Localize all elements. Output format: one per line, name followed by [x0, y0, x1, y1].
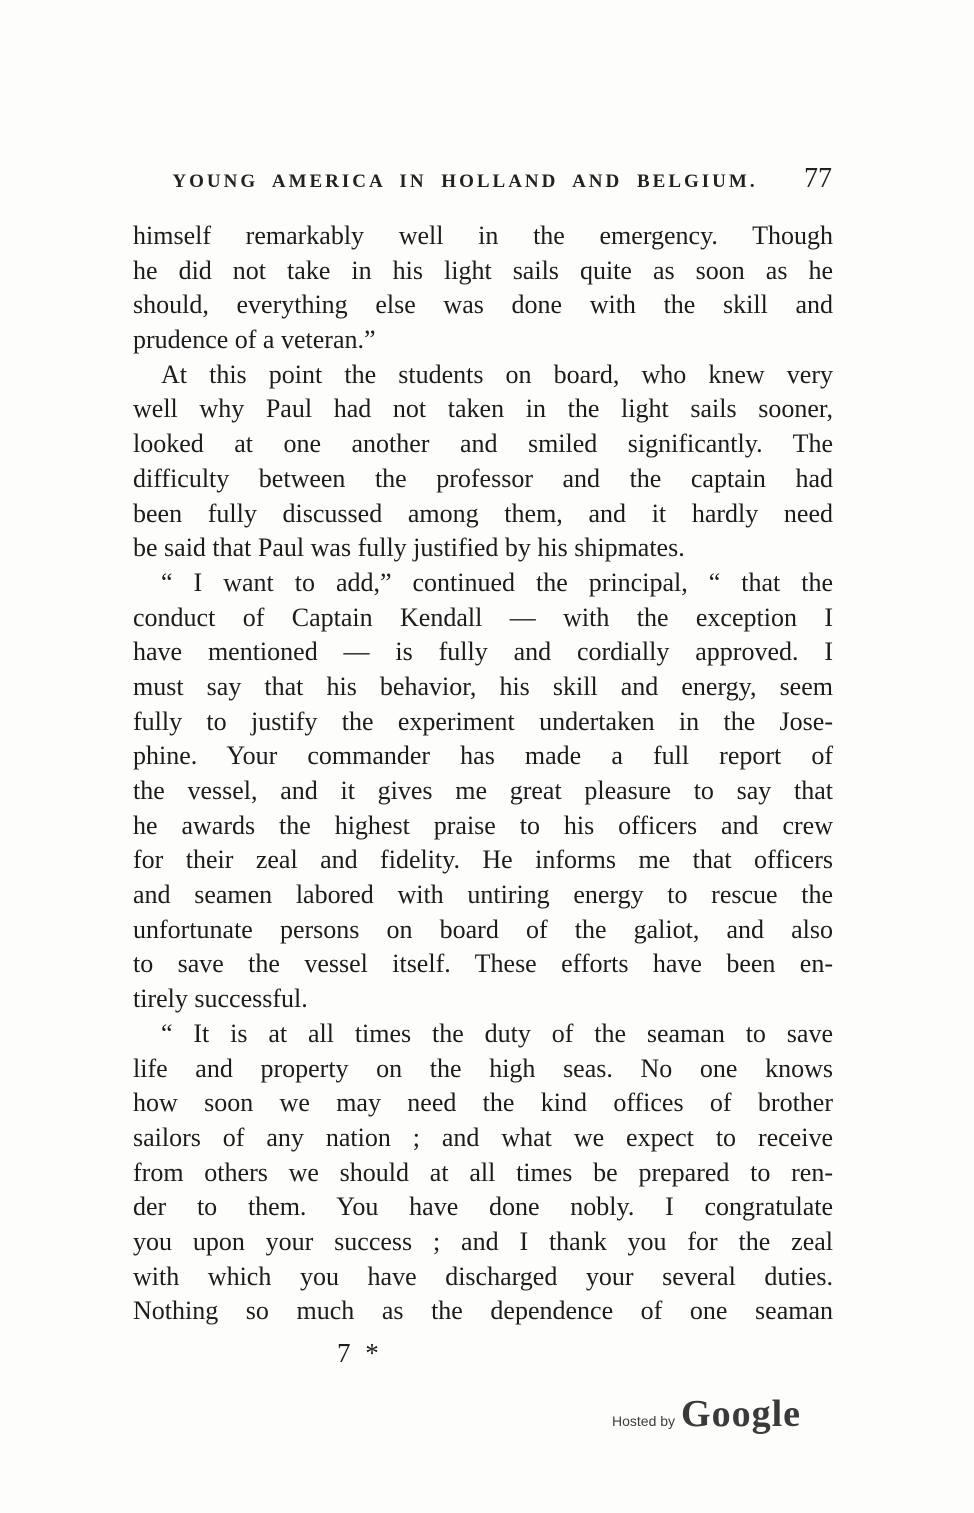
text-line: from others we should at all times be prepared to ren-	[133, 1157, 833, 1187]
paragraph	[133, 566, 833, 1017]
page-body	[133, 219, 833, 1329]
text-line: At this point the students on board, who knew very	[161, 359, 833, 389]
text-line: with which you have discharged your several duties.	[133, 1261, 833, 1291]
text-line: prudence of a veteran.”	[133, 325, 376, 355]
text-line: looked at one another and smiled significantly. The	[133, 429, 833, 459]
text-line: phine. Your commander has made a full report of	[133, 741, 833, 771]
text-line: “ It is at all times the duty of the seaman to save	[161, 1018, 833, 1048]
text-line: should, everything else was done with the skill and	[133, 290, 833, 320]
text-line: how soon we may need the kind offices of brother	[133, 1088, 833, 1118]
paragraph	[133, 358, 833, 566]
signature-mark: 7 *	[337, 1338, 383, 1368]
text-line: der to them. You have done nobly. I congratulate	[133, 1192, 833, 1222]
text-line: Nothing so much as the dependence of one seaman	[133, 1296, 833, 1326]
text-line: must say that his behavior, his skill and energy, seem	[133, 671, 833, 701]
text-line: life and property on the high seas. No one knows	[133, 1053, 833, 1083]
paragraph	[133, 219, 833, 358]
text-line: well why Paul had not taken in the light sails sooner,	[133, 394, 833, 424]
header-title: YOUNG AMERICA IN HOLLAND AND BELGIUM.	[172, 171, 758, 192]
text-line: conduct of Captain Kendall — with the exception I	[133, 602, 833, 632]
text-line: to save the vessel itself. These efforts have been en-	[133, 949, 833, 979]
text-line: for their zeal and fidelity. He informs me that officers	[133, 845, 833, 875]
running-header	[140, 163, 832, 195]
text-line: been fully discussed among them, and it hardly need	[133, 498, 833, 528]
text-line: have mentioned — is fully and cordially approved. I	[133, 637, 833, 667]
hosted-by-google-watermark	[612, 1392, 801, 1436]
text-line: difficulty between the professor and the captain had	[133, 463, 833, 493]
hosted-by-label: Hosted by	[612, 1413, 676, 1429]
paragraph	[133, 1017, 833, 1329]
text-line: he awards the highest praise to his officers and crew	[133, 810, 833, 840]
text-line: unfortunate persons on board of the galiot, and also	[133, 914, 833, 944]
text-line: you upon your success ; and I thank you for the zeal	[133, 1226, 833, 1256]
text-line: he did not take in his light sails quite as soon as he	[133, 255, 833, 285]
text-line: be said that Paul was fully justified by his shipmates.	[133, 533, 685, 563]
page-number: 77	[804, 163, 832, 194]
text-line: tirely successful.	[133, 984, 308, 1014]
google-logo: Google	[681, 1393, 802, 1435]
text-line: “ I want to add,” continued the principal, “ that the	[161, 567, 833, 597]
text-line: fully to justify the experiment undertaken in the Jose-	[133, 706, 833, 736]
text-line: himself remarkably well in the emergency. Though	[133, 221, 833, 250]
text-line: the vessel, and it gives me great pleasure to say that	[133, 776, 833, 805]
text-line: and seamen labored with untiring energy to rescue the	[133, 880, 833, 910]
text-line: sailors of any nation ; and what we expect to receive	[133, 1122, 833, 1152]
